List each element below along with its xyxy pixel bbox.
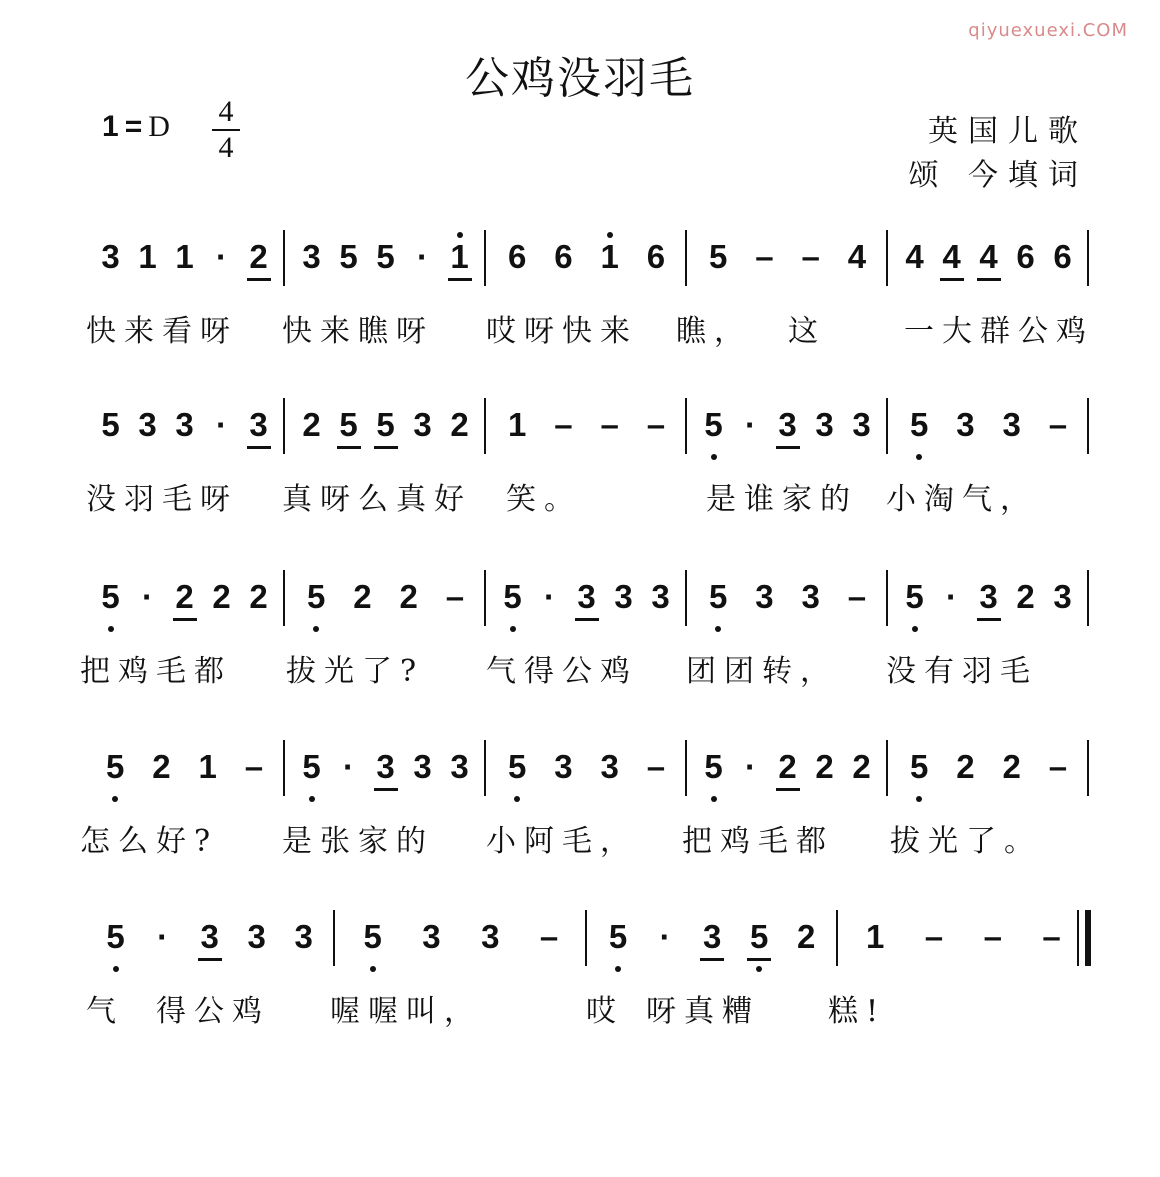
note: 3 bbox=[801, 578, 820, 615]
dot-mark: · bbox=[745, 406, 756, 443]
note: 3 bbox=[651, 578, 670, 615]
note: 6 bbox=[1016, 238, 1035, 275]
note: 3 bbox=[776, 406, 800, 444]
barline bbox=[585, 910, 587, 966]
note: 2 bbox=[302, 406, 321, 443]
note: 5 bbox=[104, 918, 128, 956]
key-equals: = bbox=[124, 110, 143, 143]
barline bbox=[685, 740, 687, 796]
dash-note: – bbox=[847, 578, 867, 615]
underline-mark bbox=[747, 958, 771, 961]
watermark-logo: qiyuexuexi.COM bbox=[968, 20, 1128, 41]
key-signature bbox=[102, 110, 170, 144]
lyrics-line bbox=[80, 646, 1091, 689]
note: 2 bbox=[450, 406, 469, 443]
low-octave-dot bbox=[370, 966, 376, 972]
dot-mark: · bbox=[417, 238, 428, 275]
note: 5 bbox=[337, 406, 361, 444]
barline bbox=[484, 398, 486, 454]
notation-line bbox=[86, 404, 1091, 464]
barline bbox=[685, 570, 687, 626]
thick-barline bbox=[1085, 910, 1091, 966]
time-signature bbox=[208, 97, 244, 163]
dot-mark: · bbox=[659, 918, 671, 955]
lyric-phrase: 拔光了? bbox=[286, 654, 425, 689]
low-octave-dot bbox=[916, 454, 922, 460]
low-octave-dot bbox=[912, 626, 918, 632]
barline bbox=[1087, 570, 1089, 626]
lyric-phrase: 快来看呀 bbox=[86, 314, 238, 349]
lyric-phrase: 小阿毛， bbox=[486, 824, 638, 859]
dash-note: – bbox=[445, 578, 465, 615]
dash-note: – bbox=[1042, 918, 1061, 955]
notation-line bbox=[86, 576, 1091, 636]
low-octave-dot bbox=[113, 966, 119, 972]
barline bbox=[484, 570, 486, 626]
note: 2 bbox=[797, 918, 816, 955]
credit-origin: 英国儿歌 bbox=[928, 114, 1088, 149]
lyric-phrase: 得公鸡 bbox=[156, 994, 270, 1029]
note: 1 bbox=[448, 238, 472, 276]
thin-barline bbox=[1077, 910, 1079, 966]
note: 5 bbox=[706, 578, 730, 616]
note: 2 bbox=[249, 578, 268, 615]
note: 2 bbox=[173, 578, 197, 616]
lyric-phrase: 小淘气， bbox=[886, 482, 1038, 517]
underline-mark bbox=[448, 278, 472, 281]
barline bbox=[283, 230, 285, 286]
note: 3 bbox=[413, 406, 432, 443]
lyrics-line bbox=[80, 816, 1091, 859]
dot-mark: · bbox=[216, 238, 227, 275]
lyrics-line bbox=[86, 306, 1094, 349]
dot-mark: · bbox=[157, 918, 169, 955]
underline-mark bbox=[374, 788, 398, 791]
note: 5 bbox=[304, 578, 328, 616]
note: 3 bbox=[815, 406, 834, 443]
lyrics-line bbox=[86, 986, 1091, 1029]
note: 6 bbox=[507, 238, 527, 275]
note: 5 bbox=[361, 918, 385, 956]
note: 1 bbox=[198, 748, 217, 785]
note: 5 bbox=[747, 918, 771, 956]
note: 6 bbox=[646, 238, 666, 275]
dash-note: – bbox=[600, 406, 619, 443]
dot-mark: · bbox=[216, 406, 227, 443]
barline bbox=[886, 570, 888, 626]
dot-mark: · bbox=[946, 578, 957, 615]
underline-mark bbox=[247, 446, 271, 449]
note: 3 bbox=[1053, 578, 1072, 615]
note: 5 bbox=[339, 238, 358, 275]
note: 3 bbox=[374, 748, 398, 786]
dash-note: – bbox=[1048, 748, 1068, 785]
dash-note: – bbox=[539, 918, 559, 955]
note: 2 bbox=[212, 578, 231, 615]
time-signature-top: 4 bbox=[218, 95, 234, 128]
underline-mark bbox=[776, 446, 800, 449]
lyric-phrase: 团团转， bbox=[686, 654, 838, 689]
note: 5 bbox=[376, 238, 395, 275]
lyric-phrase: 把鸡毛都 bbox=[682, 824, 834, 859]
lyric-phrase: 是谁家的 bbox=[706, 482, 858, 517]
dash-note: – bbox=[801, 238, 820, 275]
lyric-phrase: 瞧， bbox=[676, 314, 752, 349]
low-octave-dot bbox=[309, 796, 315, 802]
note: 5 bbox=[103, 748, 127, 786]
note: 5 bbox=[505, 748, 529, 786]
lyric-phrase: 这 bbox=[788, 314, 826, 349]
note: 2 bbox=[247, 238, 271, 276]
dash-note: – bbox=[646, 748, 666, 785]
dash-note: – bbox=[244, 748, 264, 785]
low-octave-dot bbox=[756, 966, 762, 972]
note: 3 bbox=[852, 406, 871, 443]
note: 3 bbox=[198, 918, 222, 956]
note: 2 bbox=[353, 578, 372, 615]
lyric-phrase: 没羽毛呀 bbox=[86, 482, 238, 517]
barline bbox=[886, 740, 888, 796]
note: 5 bbox=[300, 748, 324, 786]
barline bbox=[283, 740, 285, 796]
barline bbox=[1087, 230, 1089, 286]
key-letter: D bbox=[148, 110, 170, 143]
note: 5 bbox=[708, 238, 728, 275]
note: 5 bbox=[907, 748, 931, 786]
notation-line bbox=[86, 236, 1091, 296]
lyric-phrase: 呀真糟 bbox=[646, 994, 760, 1029]
lyric-phrase: 没有羽毛 bbox=[886, 654, 1038, 689]
note: 3 bbox=[755, 578, 774, 615]
lyric-phrase: 快来瞧呀 bbox=[282, 314, 434, 349]
barline bbox=[484, 740, 486, 796]
lyric-phrase: 是张家的 bbox=[282, 824, 434, 859]
lyrics-line bbox=[86, 474, 1091, 517]
note: 3 bbox=[247, 406, 271, 444]
underline-mark bbox=[700, 958, 724, 961]
note: 5 bbox=[702, 748, 726, 786]
note: 3 bbox=[138, 406, 157, 443]
lyric-phrase: 气得公鸡 bbox=[486, 654, 638, 689]
barline bbox=[484, 230, 486, 286]
barline bbox=[685, 230, 687, 286]
lyric-phrase: 哎呀快来 bbox=[486, 314, 638, 349]
dot-mark: · bbox=[142, 578, 153, 615]
underline-mark bbox=[247, 278, 271, 281]
note: 6 bbox=[554, 238, 573, 275]
barline bbox=[1087, 398, 1089, 454]
note: 3 bbox=[175, 406, 194, 443]
dash-note: – bbox=[755, 238, 774, 275]
time-signature-bottom: 4 bbox=[218, 131, 234, 164]
dash-note: – bbox=[983, 918, 1002, 955]
barline bbox=[283, 398, 285, 454]
dot-mark: · bbox=[745, 748, 756, 785]
lyric-phrase: 拔光了。 bbox=[890, 824, 1042, 859]
note: 3 bbox=[956, 406, 975, 443]
low-octave-dot bbox=[108, 626, 114, 632]
dash-note: – bbox=[554, 406, 573, 443]
note: 4 bbox=[905, 238, 924, 275]
barline bbox=[1087, 740, 1089, 796]
underline-mark bbox=[977, 618, 1001, 621]
lyric-phrase: 把鸡毛都 bbox=[80, 654, 232, 689]
note: 2 bbox=[399, 578, 418, 615]
notation-line bbox=[86, 916, 1091, 976]
note: 2 bbox=[956, 748, 975, 785]
note: 5 bbox=[907, 406, 931, 444]
lyric-phrase: 怎么好? bbox=[80, 824, 219, 859]
dot-mark: · bbox=[343, 748, 354, 785]
note: 3 bbox=[413, 748, 432, 785]
note: 3 bbox=[700, 918, 724, 956]
note: 3 bbox=[554, 748, 573, 785]
note: 1 bbox=[175, 238, 194, 275]
song-title: 公鸡没羽毛 bbox=[465, 53, 695, 104]
dot-mark: · bbox=[544, 578, 555, 615]
low-octave-dot bbox=[510, 626, 516, 632]
low-octave-dot bbox=[615, 966, 621, 972]
note: 3 bbox=[977, 578, 1001, 616]
note: 2 bbox=[815, 748, 834, 785]
note: 2 bbox=[1016, 578, 1035, 615]
note: 3 bbox=[450, 748, 469, 785]
barline bbox=[685, 398, 687, 454]
lyric-phrase: 哎 bbox=[586, 994, 624, 1029]
low-octave-dot bbox=[711, 454, 717, 460]
note: 2 bbox=[152, 748, 171, 785]
low-octave-dot bbox=[514, 796, 520, 802]
note: 1 bbox=[865, 918, 885, 955]
note: 3 bbox=[481, 918, 500, 955]
note: 1 bbox=[598, 238, 622, 276]
note: 3 bbox=[247, 918, 266, 955]
low-octave-dot bbox=[711, 796, 717, 802]
underline-mark bbox=[374, 446, 398, 449]
note: 1 bbox=[138, 238, 157, 275]
note: 2 bbox=[1002, 748, 1021, 785]
note: 5 bbox=[374, 406, 398, 444]
note: 3 bbox=[1002, 406, 1021, 443]
underline-mark bbox=[575, 618, 599, 621]
high-octave-dot bbox=[607, 232, 613, 238]
lyric-phrase: 喔喔叫， bbox=[330, 994, 482, 1029]
underline-mark bbox=[977, 278, 1001, 281]
low-octave-dot bbox=[916, 796, 922, 802]
note: 1 bbox=[507, 406, 527, 443]
note: 2 bbox=[776, 748, 800, 786]
dash-note: – bbox=[1048, 406, 1068, 443]
underline-mark bbox=[940, 278, 964, 281]
note: 5 bbox=[501, 578, 525, 616]
lyric-phrase: 真呀么真好 bbox=[282, 482, 472, 517]
barline bbox=[886, 398, 888, 454]
note: 3 bbox=[294, 918, 313, 955]
note: 3 bbox=[422, 918, 441, 955]
underline-mark bbox=[173, 618, 197, 621]
note: 3 bbox=[614, 578, 633, 615]
note: 4 bbox=[847, 238, 867, 275]
note: 5 bbox=[101, 406, 120, 443]
lyric-phrase: 一大群公鸡 bbox=[904, 314, 1094, 349]
note: 4 bbox=[940, 238, 964, 276]
low-octave-dot bbox=[715, 626, 721, 632]
low-octave-dot bbox=[112, 796, 118, 802]
low-octave-dot bbox=[313, 626, 319, 632]
barline bbox=[836, 910, 838, 966]
underline-mark bbox=[337, 446, 361, 449]
key-one: 1 bbox=[102, 110, 119, 143]
lyric-phrase: 笑。 bbox=[506, 482, 582, 517]
note: 5 bbox=[702, 406, 726, 444]
note: 4 bbox=[977, 238, 1001, 276]
note: 3 bbox=[101, 238, 120, 275]
dash-note: – bbox=[924, 918, 944, 955]
barline bbox=[886, 230, 888, 286]
notation-line bbox=[86, 746, 1091, 806]
lyric-phrase: 气 bbox=[86, 994, 124, 1029]
note: 3 bbox=[600, 748, 619, 785]
underline-mark bbox=[198, 958, 222, 961]
barline bbox=[283, 570, 285, 626]
high-octave-dot bbox=[457, 232, 463, 238]
dash-note: – bbox=[646, 406, 666, 443]
lyric-phrase: 糕! bbox=[828, 994, 887, 1029]
credit-lyricist: 颂 今填词 bbox=[908, 158, 1088, 193]
note: 2 bbox=[852, 748, 871, 785]
note: 6 bbox=[1053, 238, 1072, 275]
barline bbox=[333, 910, 335, 966]
note: 5 bbox=[903, 578, 927, 616]
underline-mark bbox=[776, 788, 800, 791]
note: 5 bbox=[99, 578, 123, 616]
note: 3 bbox=[575, 578, 599, 616]
note: 5 bbox=[606, 918, 630, 956]
note: 3 bbox=[302, 238, 321, 275]
